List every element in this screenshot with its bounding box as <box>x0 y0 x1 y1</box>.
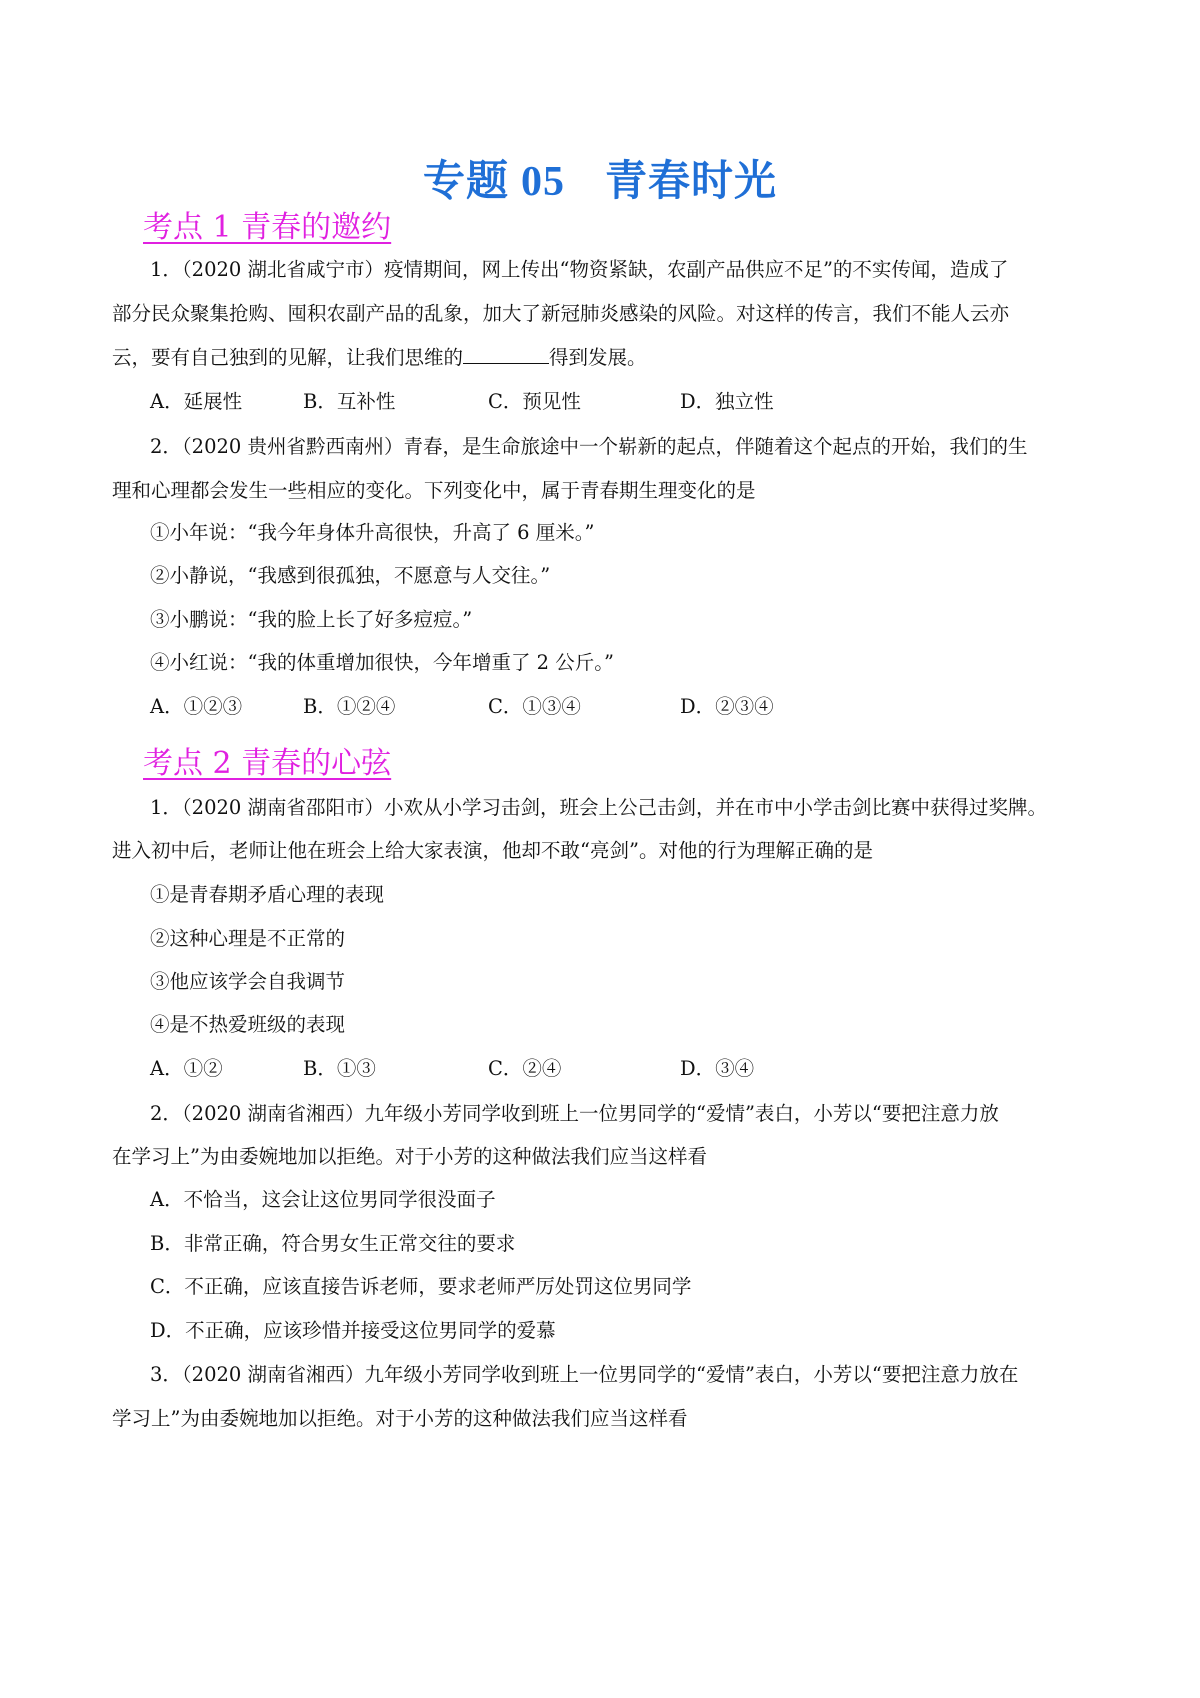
question-text-line: 1．（2020 湖南省邵阳市）小欢从小学习击剑，班会上公己击剑，并在市中小学击剑比赛中获得过奖牌。 <box>150 796 1047 819</box>
option-a: A．①② <box>150 1057 223 1080</box>
statement-item: ④是不热爱班级的表现 <box>150 1013 346 1036</box>
statement-item: ②这种心理是不正常的 <box>150 927 346 950</box>
option-b: B．①③ <box>303 1057 376 1080</box>
section-heading-2: 考点 2 青春的心弦 <box>143 746 392 781</box>
question-text-part: 云，要有自己独到的见解，让我们思维的 <box>112 346 464 369</box>
statement-item: ③小鹏说：“我的脸上长了好多痘痘。” <box>150 608 473 631</box>
option-b: B．①②④ <box>303 695 396 718</box>
statement-item: ③他应该学会自我调节 <box>150 970 346 993</box>
question-text-line <box>112 345 1102 371</box>
option-d: D．②③④ <box>680 695 774 718</box>
option-d: D．独立性 <box>680 390 774 413</box>
option-b: B．互补性 <box>303 390 396 413</box>
option-a: A．延展性 <box>150 390 243 413</box>
option-a: A．①②③ <box>150 695 243 718</box>
option-c: C．①③④ <box>488 695 581 718</box>
title-prefix: 专题 <box>422 156 509 205</box>
question-text-line: 部分民众聚集抢购、囤积农副产品的乱象，加大了新冠肺炎感染的风险。对这样的传言，我们不能人云亦 <box>112 302 1010 325</box>
section-heading-1: 考点 1 青春的邀约 <box>143 210 392 245</box>
question-text-part: 得到发展。 <box>549 346 647 369</box>
question-text-line: 3．（2020 湖南省湘西）九年级小芳同学收到班上一位男同学的“爱情”表白，小芳以“要把注意力放在 <box>150 1363 1019 1386</box>
option-item: C．不正确，应该直接告诉老师，要求老师严厉处罚这位男同学 <box>150 1275 692 1298</box>
title-number: 05 <box>521 159 565 205</box>
statement-item: ②小静说，“我感到很孤独，不愿意与人交往。” <box>150 564 551 587</box>
question-text-line: 学习上”为由委婉地加以拒绝。对于小芳的这种做法我们应当这样看 <box>112 1407 688 1430</box>
answer-blank <box>463 347 549 364</box>
question-text-line: 1．（2020 湖北省咸宁市）疫情期间，网上传出“物资紧缺，农副产品供应不足”的不实传闻，造成了 <box>150 258 1009 281</box>
question-text-line: 2．（2020 湖南省湘西）九年级小芳同学收到班上一位男同学的“爱情”表白，小芳以“要把注意力放 <box>150 1102 999 1125</box>
page-title <box>0 148 1200 208</box>
question-text-line: 在学习上”为由委婉地加以拒绝。对于小芳的这种做法我们应当这样看 <box>112 1145 707 1168</box>
option-c: C．②④ <box>488 1057 562 1080</box>
option-item: A．不恰当，这会让这位男同学很没面子 <box>150 1188 496 1211</box>
statement-item: ①小年说：“我今年身体升高很快，升高了 6 厘米。” <box>150 521 595 544</box>
question-text-line: 进入初中后，老师让他在班会上给大家表演，他却不敢“亮剑”。对他的行为理解正确的是 <box>112 839 873 862</box>
statement-item: ④小红说：“我的体重增加很快，今年增重了 2 公斤。” <box>150 651 614 674</box>
option-item: D．不正确，应该珍惜并接受这位男同学的爱慕 <box>150 1319 556 1342</box>
option-item: B．非常正确，符合男女生正常交往的要求 <box>150 1232 516 1255</box>
title-name: 青春时光 <box>605 156 778 205</box>
statement-item: ①是青春期矛盾心理的表现 <box>150 883 385 906</box>
question-text-line: 2．（2020 贵州省黔西南州）青春，是生命旅途中一个崭新的起点，伴随着这个起点的开始，我们的生 <box>150 435 1028 458</box>
option-d: D．③④ <box>680 1057 755 1080</box>
option-c: C．预见性 <box>488 390 581 413</box>
question-text-line: 理和心理都会发生一些相应的变化。下列变化中，属于青春期生理变化的是 <box>112 479 756 502</box>
